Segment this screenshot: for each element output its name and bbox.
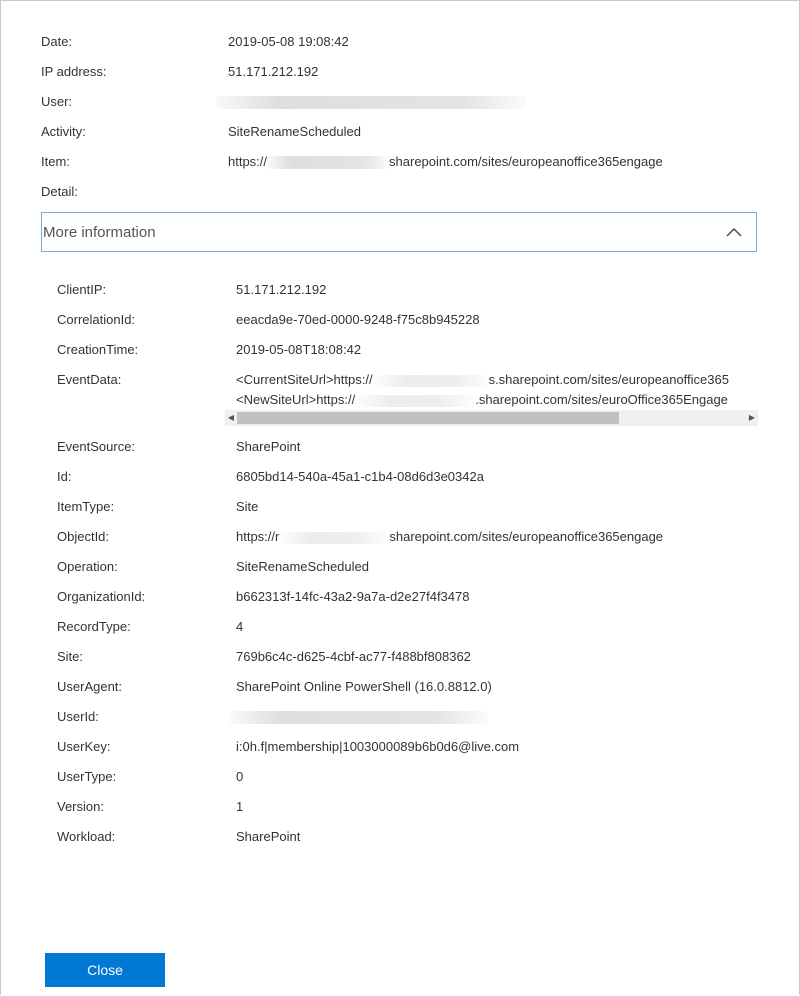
- more-information-title: More information: [43, 224, 156, 241]
- redaction-blur: [216, 96, 526, 109]
- item-label: Item:: [41, 154, 70, 169]
- operation-label: Operation:: [57, 559, 118, 574]
- ip-address-value: 51.171.212.192: [228, 64, 319, 79]
- redaction-blur: [355, 395, 475, 407]
- redaction-blur: [373, 375, 489, 387]
- user-agent-label: UserAgent:: [57, 679, 123, 694]
- client-ip-label: ClientIP:: [57, 282, 107, 297]
- item-type-label: ItemType:: [57, 499, 115, 514]
- user-type-label: UserType:: [57, 769, 117, 784]
- date-value: 2019-05-08 19:08:42: [228, 34, 349, 49]
- redaction-blur: [267, 156, 389, 169]
- user-key-value: i:0h.f|membership|1003000089b6b0d6@live.com: [236, 739, 520, 754]
- event-data-current-prefix: <CurrentSiteUrl>https://: [236, 372, 373, 387]
- user-key-label: UserKey:: [57, 739, 111, 754]
- workload-label: Workload:: [57, 829, 116, 844]
- item-url-prefix: https://: [228, 154, 268, 169]
- operation-value: SiteRenameScheduled: [236, 559, 369, 574]
- object-id-suffix: sharepoint.com/sites/europeanoffice365engage: [389, 529, 664, 544]
- scroll-left-arrow-icon[interactable]: ◀: [227, 413, 235, 422]
- correlation-id-value: eeacda9e-70ed-0000-9248-f75c8b945228: [236, 312, 480, 327]
- activity-value: SiteRenameScheduled: [228, 124, 361, 139]
- event-data-line-new: [236, 390, 758, 410]
- record-type-label: RecordType:: [57, 619, 131, 634]
- activity-label: Activity:: [41, 124, 86, 139]
- close-button[interactable]: Close: [45, 953, 165, 987]
- site-label: Site:: [57, 649, 84, 664]
- event-data-new-suffix: .sharepoint.com/sites/euroOffice365Engage: [475, 392, 728, 407]
- user-id-value-redacted: [230, 707, 760, 727]
- event-source-label: EventSource:: [57, 439, 136, 454]
- version-value: 1: [236, 799, 244, 814]
- record-type-value: 4: [236, 619, 244, 634]
- event-data-current-suffix: s.sharepoint.com/sites/europeanoffice365: [488, 372, 729, 387]
- redaction-blur: [230, 711, 488, 724]
- event-data-horizontal-scrollbar[interactable]: [225, 410, 758, 426]
- correlation-id-label: CorrelationId:: [57, 312, 136, 327]
- version-label: Version:: [57, 799, 104, 814]
- user-type-value: 0: [236, 769, 244, 784]
- date-label: Date:: [41, 34, 73, 49]
- event-source-value: SharePoint: [236, 439, 301, 454]
- organization-id-value: b662313f-14fc-43a2-9a7a-d2e27f4f3478: [236, 589, 470, 604]
- user-agent-value: SharePoint Online PowerShell (16.0.8812.0): [236, 679, 492, 694]
- event-data-new-prefix: <NewSiteUrl>https://: [236, 392, 356, 407]
- object-id-prefix: https://r: [236, 529, 280, 544]
- event-data-label: EventData:: [57, 372, 122, 387]
- ip-address-label: IP address:: [41, 64, 107, 79]
- client-ip-value: 51.171.212.192: [236, 282, 327, 297]
- object-id-label: ObjectId:: [57, 529, 110, 544]
- object-id-value: [236, 527, 766, 547]
- user-id-label: UserId:: [57, 709, 99, 724]
- site-value: 769b6c4c-d625-4cbf-ac77-f488bf808362: [236, 649, 471, 664]
- item-value: [228, 152, 768, 172]
- scroll-right-arrow-icon[interactable]: ▶: [748, 413, 756, 422]
- scrollbar-thumb[interactable]: [237, 412, 619, 424]
- organization-id-label: OrganizationId:: [57, 589, 146, 604]
- creation-time-value: 2019-05-08T18:08:42: [236, 342, 362, 357]
- event-data-line-current: [236, 370, 758, 390]
- id-value: 6805bd14-540a-45a1-c1b4-08d6d3e0342a: [236, 469, 484, 484]
- user-value-redacted: [216, 92, 756, 112]
- chevron-up-icon[interactable]: [726, 225, 742, 241]
- redaction-blur: [279, 532, 389, 544]
- user-label: User:: [41, 94, 73, 109]
- item-type-value: Site: [236, 499, 259, 514]
- id-label: Id:: [57, 469, 72, 484]
- item-url-suffix: sharepoint.com/sites/europeanoffice365engage: [389, 154, 663, 169]
- more-information-expander[interactable]: [41, 212, 757, 252]
- workload-value: SharePoint: [236, 829, 301, 844]
- creation-time-label: CreationTime:: [57, 342, 139, 357]
- detail-label: Detail:: [41, 184, 78, 199]
